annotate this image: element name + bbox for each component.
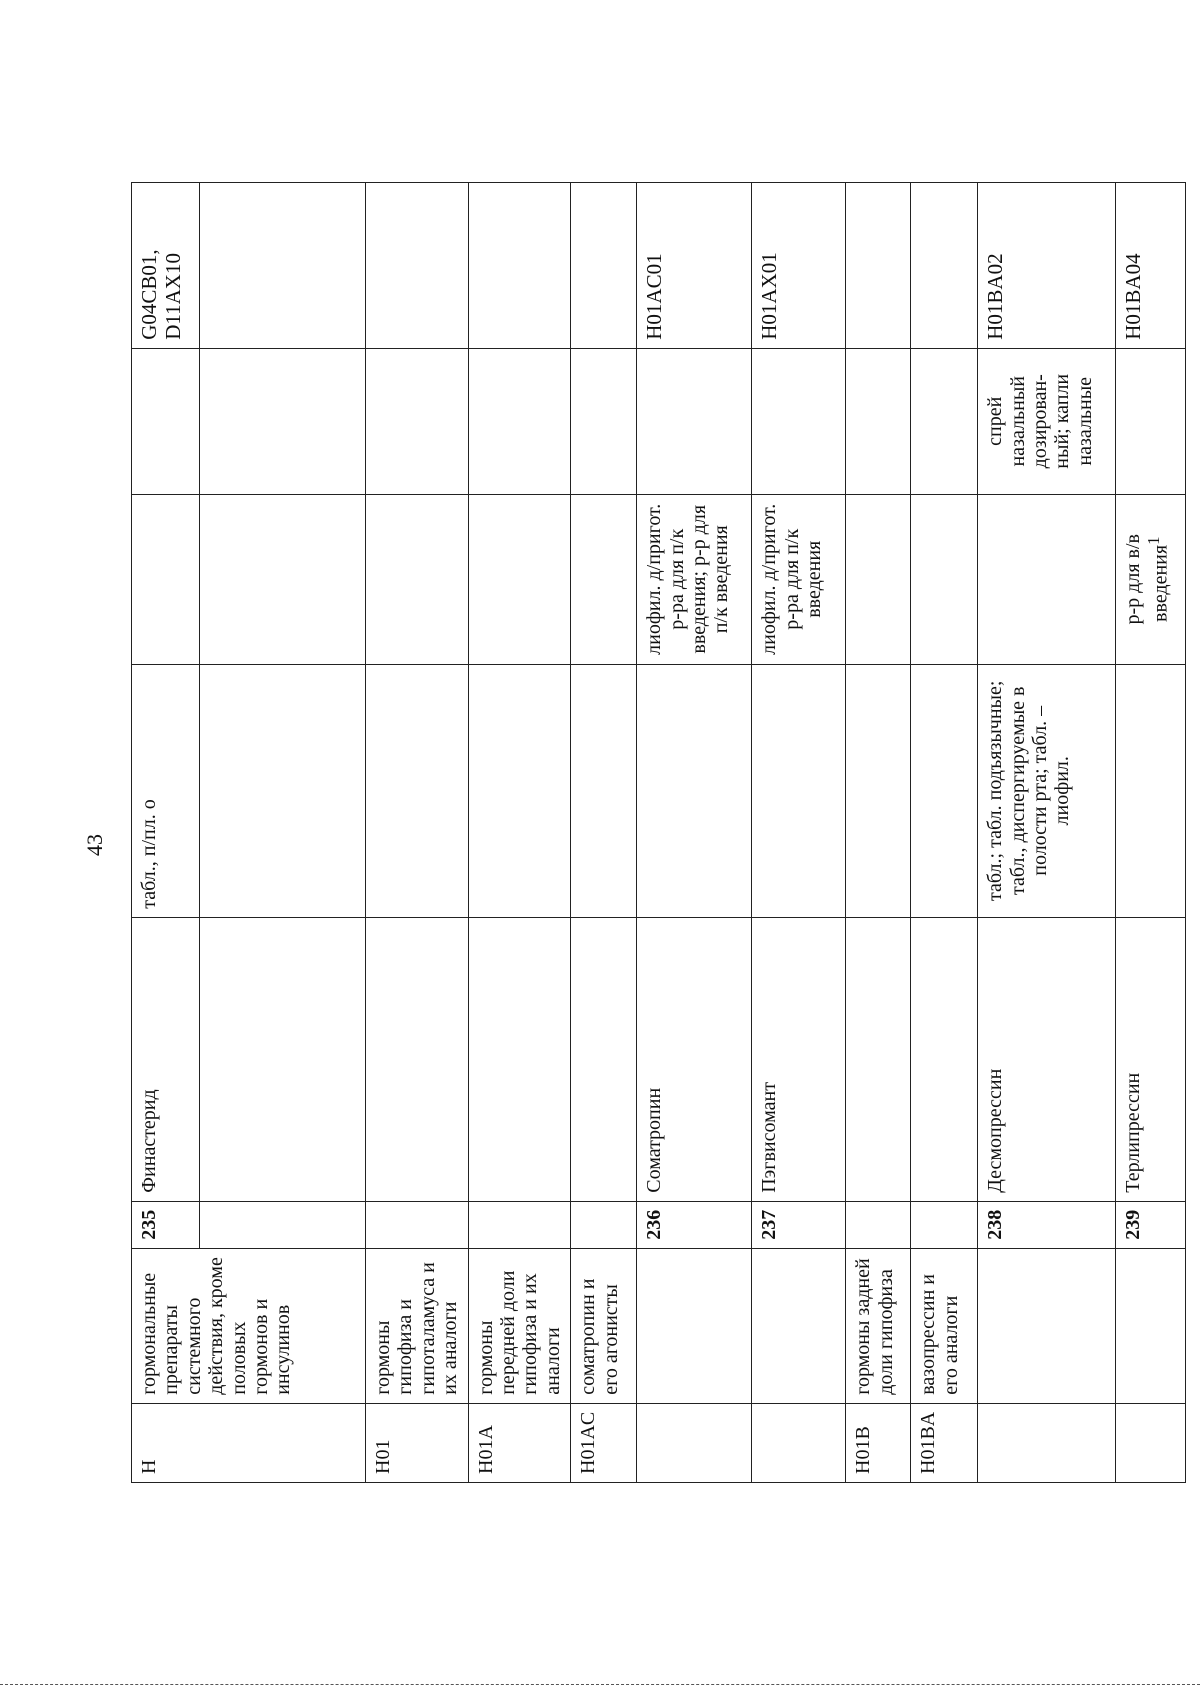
empty-cell — [571, 917, 637, 1201]
dosage-form-cell: табл.; табл. подъязычные; табл., диспергируемые в полости рта; табл. – лиофил. — [978, 664, 1116, 917]
table-row — [637, 182, 752, 1482]
empty-cell — [468, 348, 571, 494]
group-description-cell: гормональные препараты системного действия, кроме половых гормонов и инсулинов — [132, 1248, 366, 1403]
empty-cell — [571, 182, 637, 348]
entry-number-cell: 237 — [752, 1201, 846, 1248]
dosage-form-cell — [1116, 348, 1186, 494]
drug-name-cell: Пэгвисомант — [752, 917, 846, 1201]
empty-cell — [752, 1403, 846, 1482]
dosage-form-cell — [637, 664, 752, 917]
dosage-form-cell: спрей назальный дозирован-ный; капли назальные — [978, 348, 1116, 494]
atc-code-cell: H01AC — [571, 1403, 637, 1482]
drug-name-cell: Десмопрессин — [978, 917, 1116, 1201]
empty-cell — [200, 1201, 366, 1248]
dosage-form-cell: табл., п/пл. о — [132, 664, 200, 917]
empty-cell — [911, 182, 978, 348]
empty-cell — [366, 917, 469, 1201]
empty-cell — [200, 664, 366, 917]
entry-number-cell: 235 — [132, 1201, 200, 1248]
atc-drug-code-cell: H01AX01 — [752, 182, 846, 348]
group-description-cell: вазопрессин и его аналоги — [911, 1248, 978, 1403]
empty-cell — [366, 1201, 469, 1248]
group-description-cell: гормоны гипофиза и гипоталамуса и их аналоги — [366, 1248, 469, 1403]
empty-cell — [978, 1403, 1116, 1482]
empty-cell — [911, 917, 978, 1201]
entry-number-cell: 239 — [1116, 1201, 1186, 1248]
empty-cell — [468, 1201, 571, 1248]
dosage-form-cell — [132, 494, 200, 664]
empty-cell — [468, 182, 571, 348]
empty-cell — [571, 348, 637, 494]
empty-cell — [200, 494, 366, 664]
footnote-marker: 1 — [1143, 536, 1163, 545]
table-row — [846, 182, 911, 1482]
empty-cell — [911, 1201, 978, 1248]
table-row — [911, 182, 978, 1482]
scan-edge-line — [0, 1684, 1200, 1686]
dosage-form-cell: лиофил. д/пригот. р-ра для п/к введения; р-р для п/к введения — [637, 494, 752, 664]
empty-cell — [846, 182, 911, 348]
table-row — [571, 182, 637, 1482]
dosage-form-cell — [1116, 494, 1186, 664]
empty-cell — [637, 1403, 752, 1482]
empty-cell — [846, 917, 911, 1201]
atc-drug-code-cell: H01BA02 — [978, 182, 1116, 348]
entry-number-cell: 238 — [978, 1201, 1116, 1248]
empty-cell — [1116, 1248, 1186, 1403]
empty-cell — [366, 182, 469, 348]
empty-cell — [911, 348, 978, 494]
dosage-form-text: р-р для в/в введения — [1122, 534, 1172, 625]
empty-cell — [846, 494, 911, 664]
empty-cell — [752, 1248, 846, 1403]
group-description-cell: соматропин и его агонисты — [571, 1248, 637, 1403]
group-description-cell: гормоны задней доли гипофиза — [846, 1248, 911, 1403]
empty-cell — [571, 664, 637, 917]
empty-cell — [846, 348, 911, 494]
empty-cell — [571, 494, 637, 664]
atc-drug-code-cell: H01BA04 — [1116, 182, 1186, 348]
atc-code-cell: H — [132, 1403, 366, 1482]
table-row — [468, 182, 571, 1482]
empty-cell — [911, 494, 978, 664]
dosage-form-cell — [752, 348, 846, 494]
dosage-form-cell — [978, 494, 1116, 664]
table-row — [366, 182, 469, 1482]
atc-code-cell: H01 — [366, 1403, 469, 1482]
empty-cell — [911, 664, 978, 917]
empty-cell — [468, 494, 571, 664]
dosage-form-cell — [132, 348, 200, 494]
dosage-form-cell: лиофил. д/пригот. р-ра для п/к введения — [752, 494, 846, 664]
empty-cell — [468, 664, 571, 917]
table-row — [752, 182, 846, 1482]
empty-cell — [366, 664, 469, 917]
empty-cell — [637, 1248, 752, 1403]
table-row — [978, 182, 1116, 1482]
empty-cell — [468, 917, 571, 1201]
dosage-form-cell — [1116, 664, 1186, 917]
atc-code-cell: H01A — [468, 1403, 571, 1482]
empty-cell — [200, 917, 366, 1201]
empty-cell — [1116, 1403, 1186, 1482]
entry-number-cell: 236 — [637, 1201, 752, 1248]
empty-cell — [846, 1201, 911, 1248]
atc-code-cell: H01BA — [911, 1403, 978, 1482]
atc-drug-code-cell: G04CB01, D11AX10 — [132, 182, 200, 348]
dosage-form-cell — [752, 664, 846, 917]
drug-name-cell: Терлипрессин — [1116, 917, 1186, 1201]
empty-cell — [200, 348, 366, 494]
group-description-cell: гормоны передней доли гипофиза и их аналоги — [468, 1248, 571, 1403]
drug-table — [131, 182, 1186, 1483]
table-row — [1116, 182, 1186, 1482]
atc-drug-code-cell: H01AC01 — [637, 182, 752, 348]
page-number: 43 — [82, 834, 107, 856]
empty-cell — [571, 1201, 637, 1248]
empty-cell — [846, 664, 911, 917]
empty-cell — [200, 182, 366, 348]
empty-cell — [978, 1248, 1116, 1403]
empty-cell — [366, 348, 469, 494]
drug-name-cell: Финастерид — [132, 917, 200, 1201]
drug-name-cell: Соматропин — [637, 917, 752, 1201]
table-row — [132, 182, 200, 1482]
atc-code-cell: H01B — [846, 1403, 911, 1482]
dosage-form-cell — [637, 348, 752, 494]
empty-cell — [366, 494, 469, 664]
